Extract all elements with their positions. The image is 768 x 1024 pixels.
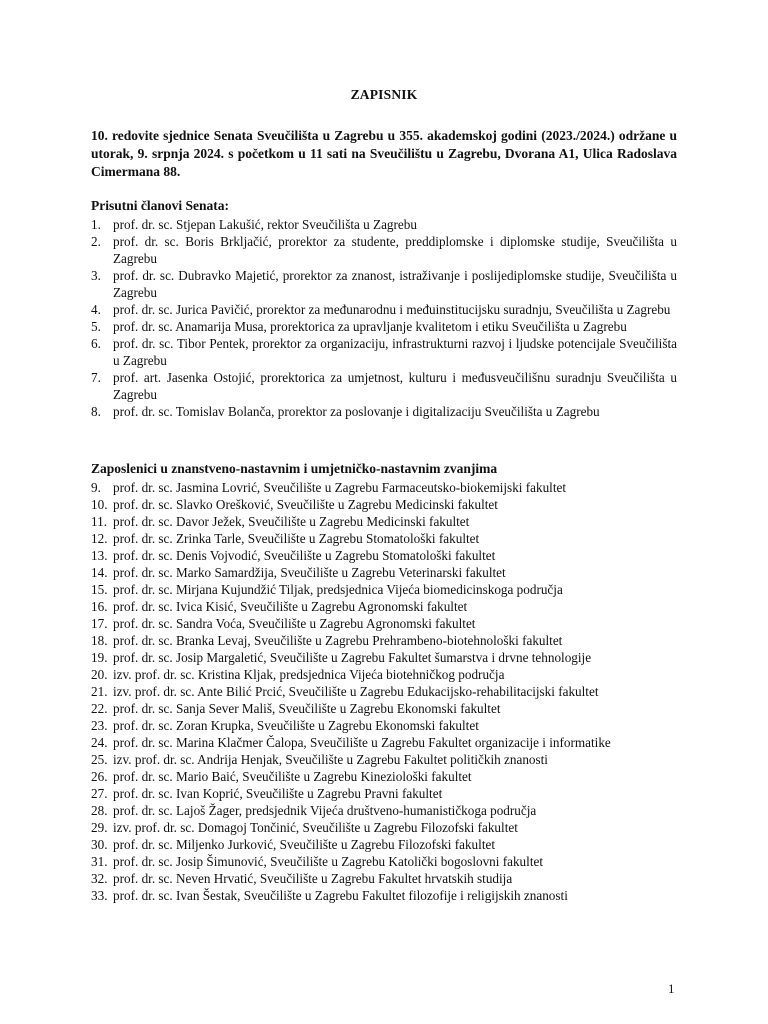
- list-item-number: 13.: [91, 548, 108, 563]
- list-item-number: 26.: [91, 769, 108, 784]
- list-item: [91, 301, 677, 318]
- list-item-number: 16.: [91, 599, 108, 614]
- list-item: [91, 734, 677, 751]
- list-item-text: prof. dr. sc. Lajoš Žager, predsjednik Vijeća društveno-humanističkoga područja: [113, 803, 537, 818]
- list-item: [91, 649, 677, 666]
- list-item: [91, 802, 677, 819]
- list-item-number: 8.: [91, 404, 101, 419]
- section-heading-members: Prisutni članovi Senata:: [91, 198, 230, 213]
- list-item-number: 6.: [91, 336, 101, 351]
- list-item: [91, 717, 677, 734]
- members-list: [91, 216, 677, 420]
- list-item-text: prof. dr. sc. Zrinka Tarle, Sveučilište u Zagrebu Stomatološki fakultet: [113, 531, 480, 546]
- list-item-number: 3.: [91, 268, 101, 283]
- list-item-text: prof. dr. sc. Slavko Orešković, Sveučilište u Zagrebu Medicinski fakultet: [113, 497, 498, 512]
- list-item-number: 33.: [91, 888, 108, 903]
- list-item-number: 1.: [91, 217, 101, 232]
- list-item-number: 31.: [91, 854, 108, 869]
- list-item: [91, 335, 677, 369]
- list-item-text: prof. dr. sc. Miljenko Jurković, Sveučilište u Zagrebu Filozofski fakultet: [113, 837, 495, 852]
- list-item: [91, 768, 677, 785]
- list-item: [91, 496, 677, 513]
- list-item-number: 32.: [91, 871, 108, 886]
- list-item: [91, 403, 677, 420]
- list-item: [91, 267, 677, 301]
- list-item-number: 15.: [91, 582, 108, 597]
- list-item-number: 21.: [91, 684, 108, 699]
- list-item-number: 25.: [91, 752, 108, 767]
- document-title: ZAPISNIK: [350, 87, 418, 102]
- list-item-text: prof. dr. sc. Ivan Šestak, Sveučilište u Zagrebu Fakultet filozofije i religijskih znanosti: [113, 888, 568, 903]
- list-item-text: izv. prof. dr. sc. Ante Bilić Prcić, Sveučilište u Zagrebu Edukacijsko-rehabilitacijski fakultet: [113, 684, 599, 699]
- list-item-text: prof. dr. sc. Josip Margaletić, Sveučilište u Zagrebu Fakultet šumarstva i drvne tehnologije: [113, 650, 592, 665]
- list-item-text: prof. dr. sc. Mario Baić, Sveučilište u Zagrebu Kineziološki fakultet: [113, 769, 472, 784]
- list-item-text: prof. dr. sc. Tomislav Bolanča, prorektor za poslovanje i digitalizaciju Sveučilišta u Zagrebu: [113, 404, 600, 419]
- list-item: [91, 615, 677, 632]
- list-item-text: prof. dr. sc. Marko Samardžija, Sveučilište u Zagrebu Veterinarski fakultet: [113, 565, 506, 580]
- list-item: [91, 479, 677, 496]
- list-item-text: prof. dr. sc. Ivan Koprić, Sveučilište u Zagrebu Pravni fakultet: [113, 786, 443, 801]
- list-item: [91, 318, 677, 335]
- list-item-number: 2.: [91, 234, 101, 249]
- list-item: [91, 598, 677, 615]
- list-item-text: prof. dr. sc. Mirjana Kujundžić Tiljak, predsjednica Vijeća biomedicinskoga područja: [113, 582, 563, 597]
- list-item-text: prof. art. Jasenka Ostojić, prorektorica za umjetnost, kulturu i međusveučilišnu suradnju Sveučilišta u Zagrebu: [113, 370, 677, 402]
- session-intro: 10. redovite sjednice Senata Sveučilišta u Zagrebu u 355. akademskoj godini (2023./2024.) održane u utorak, 9. srpnja 2024. s početkom u 11 sati na Sveučilištu u Zagrebu, Dvorana A1, Ulica Radoslava Cimermana 88.: [91, 128, 677, 179]
- list-item-text: prof. dr. sc. Davor Ježek, Sveučilište u Zagrebu Medicinski fakultet: [113, 514, 470, 529]
- list-item-number: 18.: [91, 633, 108, 648]
- list-item-text: prof. dr. sc. Sandra Voća, Sveučilište u Zagrebu Agronomski fakultet: [113, 616, 476, 631]
- list-item-text: prof. dr. sc. Boris Brkljačić, prorektor za studente, preddiplomske i diplomske studije, Sveučilišta u Zagrebu: [113, 234, 677, 266]
- list-item-text: izv. prof. dr. sc. Domagoj Tončinić, Sveučilište u Zagrebu Filozofski fakultet: [113, 820, 518, 835]
- list-item-text: prof. dr. sc. Jurica Pavičić, prorektor za međunarodnu i međuinstitucijsku suradnju, Sveučilišta u Zagrebu: [113, 302, 671, 317]
- list-item-number: 29.: [91, 820, 108, 835]
- list-item-number: 19.: [91, 650, 108, 665]
- list-item: [91, 632, 677, 649]
- list-item-number: 20.: [91, 667, 108, 682]
- list-item: [91, 751, 677, 768]
- list-item: [91, 513, 677, 530]
- list-item-text: prof. dr. sc. Neven Hrvatić, Sveučilište u Zagrebu Fakultet hrvatskih studija: [113, 871, 513, 886]
- list-item: [91, 887, 677, 904]
- list-item-number: 11.: [91, 514, 107, 529]
- list-item-number: 23.: [91, 718, 108, 733]
- list-item-number: 27.: [91, 786, 108, 801]
- list-item: [91, 836, 677, 853]
- list-item-text: prof. dr. sc. Josip Šimunović, Sveučilište u Zagrebu Katolički bogoslovni fakultet: [113, 854, 543, 869]
- list-item-text: prof. dr. sc. Stjepan Lakušić, rektor Sveučilišta u Zagrebu: [113, 217, 417, 232]
- page-number: 1: [668, 981, 675, 996]
- list-item-text: prof. dr. sc. Marina Klačmer Čalopa, Sveučilište u Zagrebu Fakultet organizacije i informatike: [113, 735, 611, 750]
- list-item: [91, 700, 677, 717]
- list-item: [91, 233, 677, 267]
- list-item-text: prof. dr. sc. Zoran Krupka, Sveučilište u Zagrebu Ekonomski fakultet: [113, 718, 479, 733]
- list-item-text: prof. dr. sc. Dubravko Majetić, prorektor za znanost, istraživanje i poslijediplomske studije, Sveučilišta u Zagrebu: [113, 268, 677, 300]
- list-item-number: 7.: [91, 370, 101, 385]
- list-item-text: prof. dr. sc. Sanja Sever Mališ, Sveučilište u Zagrebu Ekonomski fakultet: [113, 701, 501, 716]
- list-item-number: 28.: [91, 803, 108, 818]
- list-item-number: 4.: [91, 302, 101, 317]
- list-item-number: 30.: [91, 837, 108, 852]
- list-item-text: izv. prof. dr. sc. Kristina Kljak, predsjednica Vijeća biotehničkog područja: [113, 667, 505, 682]
- list-item-number: 14.: [91, 565, 108, 580]
- list-item: [91, 666, 677, 683]
- list-item-number: 12.: [91, 531, 108, 546]
- list-item-text: prof. dr. sc. Denis Vojvodić, Sveučilište u Zagrebu Stomatološki fakultet: [113, 548, 496, 563]
- list-item: [91, 870, 677, 887]
- list-item-text: prof. dr. sc. Ivica Kisić, Sveučilište u Zagrebu Agronomski fakultet: [113, 599, 468, 614]
- list-item-text: izv. prof. dr. sc. Andrija Henjak, Sveučilište u Zagrebu Fakultet političkih znanosti: [113, 752, 548, 767]
- list-item: [91, 581, 677, 598]
- list-item: [91, 564, 677, 581]
- list-item: [91, 369, 677, 403]
- list-item: [91, 530, 677, 547]
- list-item: [91, 547, 677, 564]
- list-item-number: 10.: [91, 497, 108, 512]
- list-item-text: prof. dr. sc. Branka Levaj, Sveučilište u Zagrebu Prehrambeno-biotehnološki fakultet: [113, 633, 563, 648]
- list-item: [91, 683, 677, 700]
- staff-list: [91, 479, 677, 904]
- list-item: [91, 853, 677, 870]
- list-item-number: 9.: [91, 480, 101, 495]
- list-item-number: 5.: [91, 319, 101, 334]
- list-item: [91, 819, 677, 836]
- list-item-number: 22.: [91, 701, 108, 716]
- list-item: [91, 785, 677, 802]
- list-item-text: prof. dr. sc. Jasmina Lovrić, Sveučilište u Zagrebu Farmaceutsko-biokemijski fakultet: [113, 480, 567, 495]
- list-item-text: prof. dr. sc. Tibor Pentek, prorektor za organizaciju, infrastrukturni razvoj i ljudske potencijale Sveučilišta u Zagrebu: [113, 336, 677, 368]
- list-item: [91, 216, 677, 233]
- section-heading-staff: Zaposlenici u znanstveno-nastavnim i umjetničko-nastavnim zvanjima: [91, 461, 498, 476]
- list-item-number: 24.: [91, 735, 108, 750]
- list-item-text: prof. dr. sc. Anamarija Musa, prorektorica za upravljanje kvalitetom i etiku Sveučilišta u Zagrebu: [113, 319, 627, 334]
- list-item-number: 17.: [91, 616, 108, 631]
